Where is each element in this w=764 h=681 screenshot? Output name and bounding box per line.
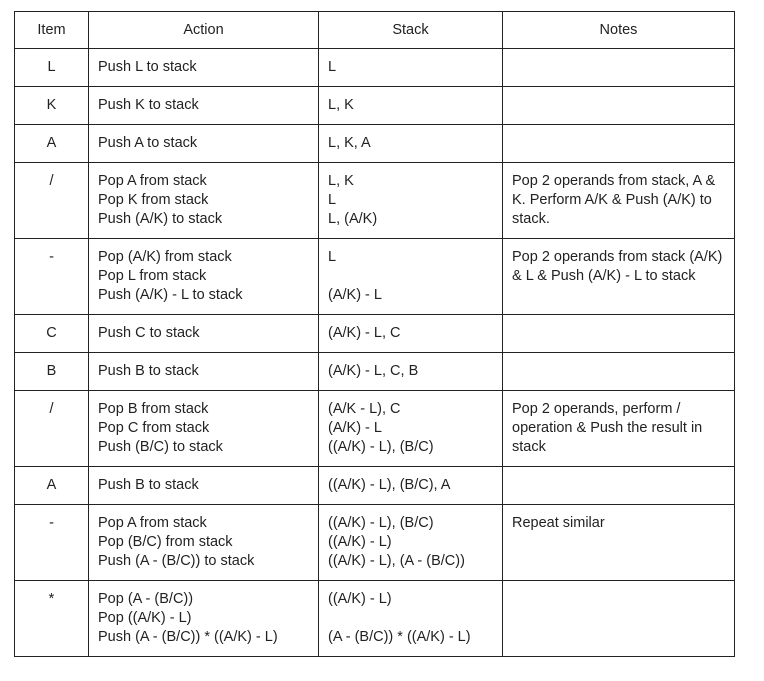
stack-cell: [319, 391, 503, 467]
table-row: [15, 353, 735, 391]
item-cell: [15, 315, 89, 353]
notes-text: Pop 2 operands from stack, A & K. Perform A/K & Push (A/K) to stack.: [512, 173, 716, 227]
item-cell: [15, 87, 89, 125]
action-cell: [89, 505, 319, 581]
stack-line: (A/K) - L: [328, 287, 382, 303]
notes-text: Repeat similar: [512, 515, 605, 531]
header-item: Item: [15, 12, 89, 49]
action-cell: [89, 467, 319, 505]
action-cell: [89, 163, 319, 239]
action-line: Push (A/K) to stack: [98, 211, 223, 227]
stack-line: L, K, A: [328, 135, 371, 151]
item-symbol: *: [48, 591, 55, 607]
stack-line: ((A/K) - L), (B/C): [328, 439, 434, 455]
stack-line: L, K: [328, 173, 354, 189]
stack-line: (A/K) - L, C: [328, 325, 401, 341]
notes-cell: [503, 125, 735, 163]
action-line: Push (A/K) - L to stack: [98, 287, 243, 303]
item-symbol: A: [46, 477, 57, 493]
item-cell: [15, 49, 89, 87]
notes-cell: [503, 581, 735, 657]
stack-cell: [319, 581, 503, 657]
table-row: [15, 505, 735, 581]
stack-line: (A - (B/C)) * ((A/K) - L): [328, 629, 471, 645]
item-symbol: /: [49, 173, 54, 189]
action-line: Pop A from stack: [98, 515, 207, 531]
stack-cell: [319, 239, 503, 315]
table-row: [15, 163, 735, 239]
stack-cell: [319, 87, 503, 125]
action-line: Push K to stack: [98, 97, 199, 113]
stack-cell: [319, 315, 503, 353]
action-line: Push L to stack: [98, 59, 197, 75]
stack-cell: [319, 353, 503, 391]
stack-line: ((A/K) - L), (A - (B/C)): [328, 553, 465, 569]
item-cell: [15, 505, 89, 581]
action-line: Pop (A/K) from stack: [98, 249, 232, 265]
header-action: Action: [89, 12, 319, 49]
item-symbol: -: [49, 249, 54, 265]
action-cell: [89, 239, 319, 315]
stack-line: ((A/K) - L), (B/C), A: [328, 477, 451, 493]
stack-line: L: [328, 249, 337, 265]
stack-line: (A/K) - L, C, B: [328, 363, 419, 379]
stack-line: [328, 609, 493, 628]
stack-line: ((A/K) - L): [328, 591, 392, 607]
notes-text: Pop 2 operands from stack (A/K) & L & Push (A/K) - L to stack: [512, 249, 723, 284]
table-row: [15, 391, 735, 467]
stack-line: [328, 267, 493, 286]
action-line: Push B to stack: [98, 477, 199, 493]
item-symbol: B: [46, 363, 57, 379]
action-line: Pop ((A/K) - L): [98, 610, 192, 626]
item-cell: [15, 125, 89, 163]
action-line: Pop A from stack: [98, 173, 207, 189]
action-line: Push B to stack: [98, 363, 199, 379]
table-row: [15, 581, 735, 657]
stack-line: L, (A/K): [328, 211, 378, 227]
action-cell: [89, 87, 319, 125]
header-row: [15, 12, 735, 49]
action-line: Pop C from stack: [98, 420, 210, 436]
stack-line: (A/K - L), C: [328, 401, 401, 417]
stack-cell: [319, 467, 503, 505]
item-symbol: K: [46, 97, 57, 113]
header-notes: Notes: [503, 12, 735, 49]
action-cell: [89, 49, 319, 87]
stack-line: ((A/K) - L): [328, 534, 392, 550]
notes-cell: [503, 467, 735, 505]
table-row: [15, 239, 735, 315]
table-row: [15, 49, 735, 87]
stack-cell: [319, 505, 503, 581]
table-row: [15, 467, 735, 505]
table-row: [15, 87, 735, 125]
item-symbol: -: [49, 515, 54, 531]
notes-text: Pop 2 operands, perform / operation & Push the result in stack: [512, 401, 703, 455]
action-line: Pop B from stack: [98, 401, 209, 417]
item-symbol: L: [47, 59, 56, 75]
item-cell: [15, 163, 89, 239]
action-line: Push C to stack: [98, 325, 200, 341]
action-line: Pop K from stack: [98, 192, 209, 208]
stack-line: L: [328, 192, 337, 208]
action-line: Pop (B/C) from stack: [98, 534, 233, 550]
notes-cell: [503, 87, 735, 125]
action-cell: [89, 391, 319, 467]
item-symbol: /: [49, 401, 54, 417]
action-line: Push A to stack: [98, 135, 198, 151]
action-line: Push (A - (B/C)) * ((A/K) - L): [98, 629, 278, 645]
item-cell: [15, 391, 89, 467]
item-symbol: A: [46, 135, 57, 151]
action-line: Push (B/C) to stack: [98, 439, 223, 455]
notes-cell: [503, 163, 735, 239]
stack-cell: [319, 49, 503, 87]
item-cell: [15, 239, 89, 315]
item-cell: [15, 581, 89, 657]
notes-cell: [503, 505, 735, 581]
table-row: [15, 315, 735, 353]
notes-cell: [503, 49, 735, 87]
postfix-evaluation-table: [14, 11, 735, 657]
action-cell: [89, 353, 319, 391]
notes-cell: [503, 353, 735, 391]
action-cell: [89, 315, 319, 353]
notes-cell: [503, 239, 735, 315]
stack-line: ((A/K) - L), (B/C): [328, 515, 434, 531]
header-stack: Stack: [319, 12, 503, 49]
action-cell: [89, 581, 319, 657]
stack-line: (A/K) - L: [328, 420, 382, 436]
notes-cell: [503, 391, 735, 467]
table-row: [15, 125, 735, 163]
item-cell: [15, 353, 89, 391]
stack-line: L: [328, 59, 337, 75]
stack-cell: [319, 163, 503, 239]
action-line: Push (A - (B/C)) to stack: [98, 553, 255, 569]
action-line: Pop L from stack: [98, 268, 207, 284]
notes-cell: [503, 315, 735, 353]
item-symbol: C: [46, 325, 57, 341]
item-cell: [15, 467, 89, 505]
stack-line: L, K: [328, 97, 354, 113]
action-cell: [89, 125, 319, 163]
stack-cell: [319, 125, 503, 163]
action-line: Pop (A - (B/C)): [98, 591, 194, 607]
